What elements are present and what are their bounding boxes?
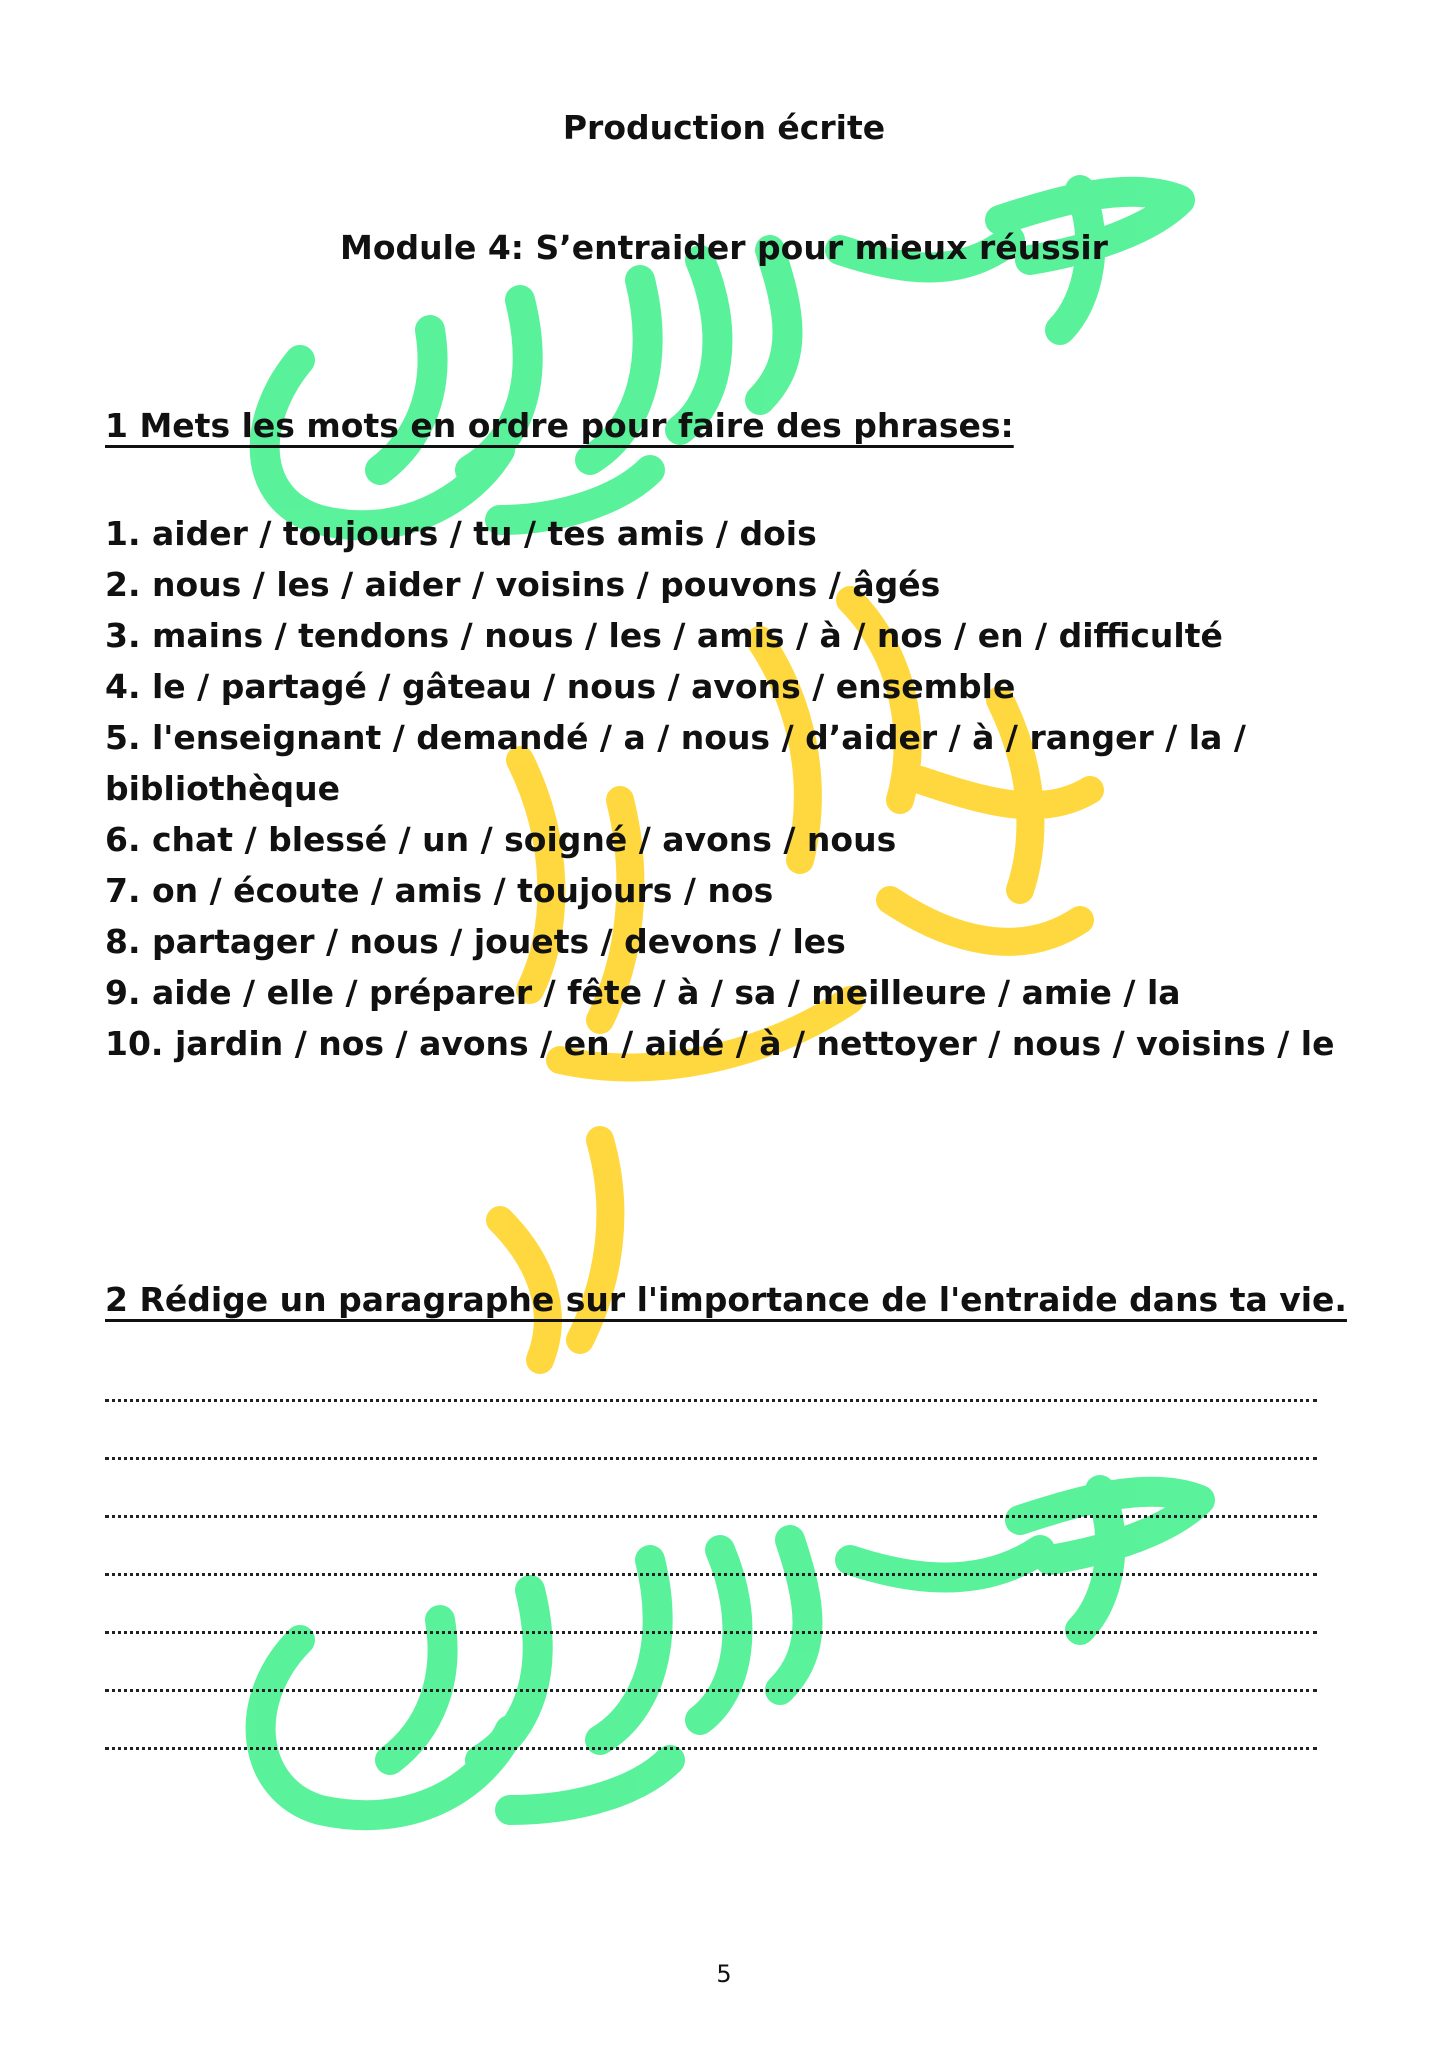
answer-line[interactable] [105,1460,1317,1518]
module-subtitle: Module 4: S’entraider pour mieux réussir [340,228,1108,267]
list-item: 5. l'enseignant / demandé / a / nous / d’aider / à / ranger / la / bibliothèque [105,718,1246,808]
answer-line[interactable] [105,1634,1317,1692]
list-item: 2. nous / les / aider / voisins / pouvons / âgés [105,565,941,604]
list-item: 7. on / écoute / amis / toujours / nos [105,871,774,910]
answer-lines[interactable] [105,1344,1317,1750]
list-item: 10. jardin / nos / avons / en / aidé / à / nettoyer / nous / voisins / le [105,1024,1335,1063]
word-order-list [105,508,1370,1069]
list-item: 9. aide / elle / préparer / fête / à / sa / meilleure / amie / la [105,973,1181,1012]
exercise-1-heading: 1 Mets les mots en ordre pour faire des phrases: [105,406,1014,445]
page-number: 5 [716,1960,732,1988]
list-item: 8. partager / nous / jouets / devons / les [105,922,846,961]
exercise-2-heading: 2 Rédige un paragraphe sur l'importance de l'entraide dans ta vie. [105,1280,1347,1319]
list-item: 3. mains / tendons / nous / les / amis / à / nos / en / difficulté [105,616,1223,655]
answer-line[interactable] [105,1402,1317,1460]
list-item: 4. le / partagé / gâteau / nous / avons / ensemble [105,667,1016,706]
list-item: 1. aider / toujours / tu / tes amis / dois [105,514,817,553]
answer-line[interactable] [105,1518,1317,1576]
page-title: Production écrite [562,108,886,147]
answer-line[interactable] [105,1692,1317,1750]
answer-line[interactable] [105,1344,1317,1402]
answer-line[interactable] [105,1576,1317,1634]
list-item: 6. chat / blessé / un / soigné / avons / nous [105,820,897,859]
